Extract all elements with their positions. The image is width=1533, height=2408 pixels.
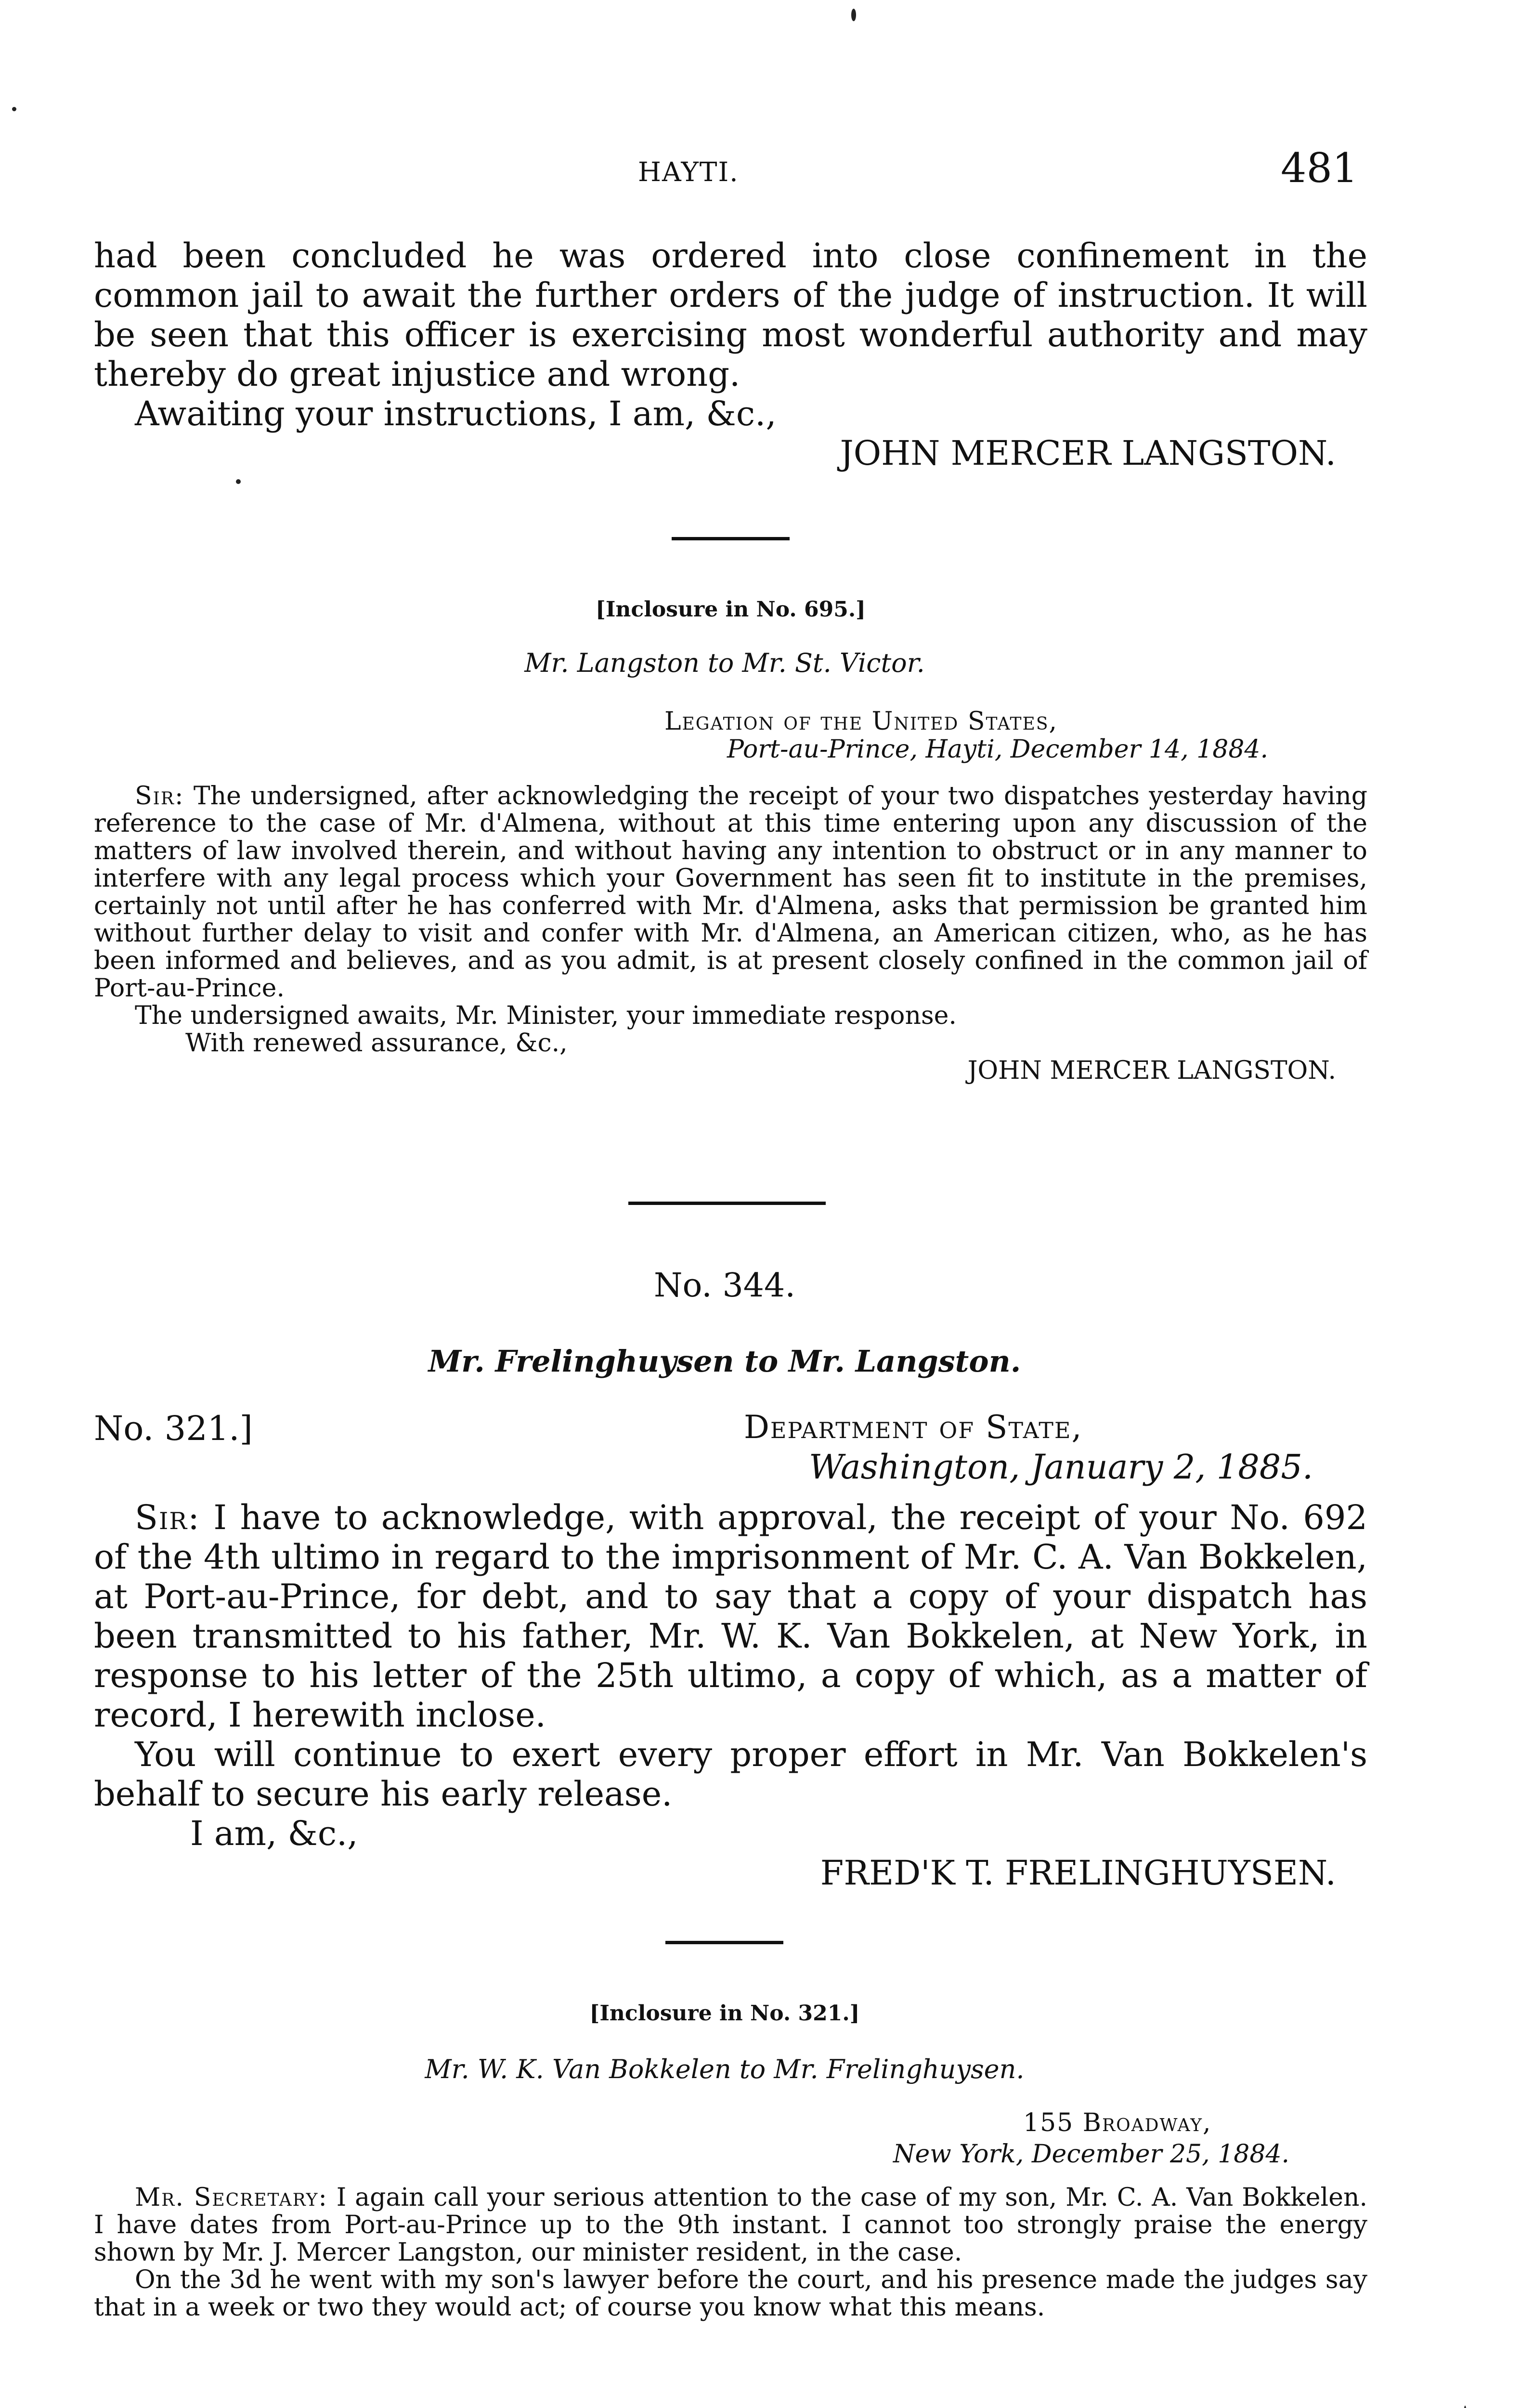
- inclosure-321-body: [94, 2184, 1367, 2321]
- page-number: 481: [1281, 144, 1358, 192]
- body-text: I have to acknowledge, with approval, the receipt of your No. 692 of the 4th ultimo in regard to the imprisonment of Mr. C. A. Van Bokkelen, at Port-au-Prince, for debt, and to say that a copy of your dispatch has been transmitted to his father, Mr. W. K. Van Bokkelen, at New York, in response to his letter of the 25th ultimo, a copy of which, as a matter of record, I herewith inclose.: [94, 1498, 1367, 1735]
- document-number: No. 344.: [654, 1267, 795, 1305]
- body-text: You will continue to exert every proper effort in Mr. Van Bokkelen's behalf to secure his early release.: [94, 1735, 1367, 1814]
- running-title: HAYTI.: [638, 157, 739, 187]
- inclosure-label: [Inclosure in No. 321.]: [589, 2001, 860, 2026]
- origin-date-line: Port-au-Prince, Hayti, December 14, 1884.: [727, 735, 1269, 764]
- salutation: Mr. Secretary:: [135, 2183, 328, 2212]
- scan-speck: [236, 479, 241, 484]
- body-text: On the 3d he went with my son's lawyer before the court, and his presence made the judges say that in a week or two they would act; of course you know what this means.: [94, 2265, 1367, 2322]
- body-text: I again call your serious attention to the case of my son, Mr. C. A. Van Bokkelen. I have dates from Port-au-Prince up to the 9th instant. I cannot too strongly praise the energy shown by Mr. J. Mercer Langston, our minister resident, in the case.: [94, 2183, 1367, 2267]
- closing: I am, &c.,: [190, 1814, 358, 1853]
- origin-line: 155 Broadway,: [1023, 2108, 1212, 2137]
- letter-signature: JOHN MERCER LANGSTON.: [840, 433, 1336, 473]
- scan-speck: [851, 9, 856, 21]
- signature: FRED'K T. FRELINGHUYSEN.: [820, 1853, 1336, 1893]
- previous-letter: [94, 236, 1367, 473]
- origin-date-line: Washington, January 2, 1885.: [809, 1447, 1313, 1487]
- body-text: The undersigned awaits, Mr. Minister, your immediate response.: [135, 1001, 957, 1030]
- salutation: Sir:: [135, 782, 184, 811]
- separator-rule: [665, 1941, 783, 1944]
- closing: With renewed assurance, &c.,: [185, 1029, 568, 1058]
- inclosure-label: [Inclosure in No. 695.]: [596, 597, 866, 622]
- letter-title: Mr. Langston to Mr. St. Victor.: [524, 648, 925, 678]
- letter-closing: Awaiting your instructions, I am, &c.,: [135, 394, 777, 433]
- letter-body: had been concluded he was ordered into close confinement in the common jail to await the further orders of the judge of instruction. It will be seen that this officer is exercising most wonderful authority and may thereby do great injustice and wrong.: [94, 236, 1367, 394]
- separator-rule: [672, 537, 790, 540]
- scan-speck: [1464, 2406, 1467, 2408]
- separator-rule: [628, 1202, 826, 1205]
- signature: JOHN MERCER LANGSTON.: [967, 1056, 1336, 1085]
- letter-title: Mr. W. K. Van Bokkelen to Mr. Frelinghuysen.: [425, 2054, 1025, 2084]
- document-344-body: [94, 1498, 1367, 1893]
- document-title: Mr. Frelinghuysen to Mr. Langston.: [428, 1344, 1021, 1379]
- inclosure-695-body: [94, 783, 1367, 1085]
- body-text: The undersigned, after acknowledging the receipt of your two dispatches yesterday having reference to the case of Mr. d'Almena, without at this time entering upon any discussion of the matters of law involved therein, and without having any intention to obstruct or in any manner to interfere with any legal process which your Government has seen fit to institute in the premises, certainly not until after he has conferred with Mr. d'Almena, asks that permission be granted him without further delay to visit and confer with Mr. d'Almena, an American citizen, who, as he has been informed and believes, and as you admit, is at present closely confined in the common jail of Port-au-Prince.: [94, 782, 1368, 1003]
- origin-line: Department of State,: [744, 1409, 1083, 1446]
- reference-number: No. 321.]: [94, 1409, 253, 1448]
- salutation: Sir:: [135, 1498, 200, 1537]
- origin-line: Legation of the United States,: [664, 707, 1058, 736]
- scan-speck: [12, 107, 16, 111]
- origin-date-line: New York, December 25, 1884.: [893, 2140, 1290, 2169]
